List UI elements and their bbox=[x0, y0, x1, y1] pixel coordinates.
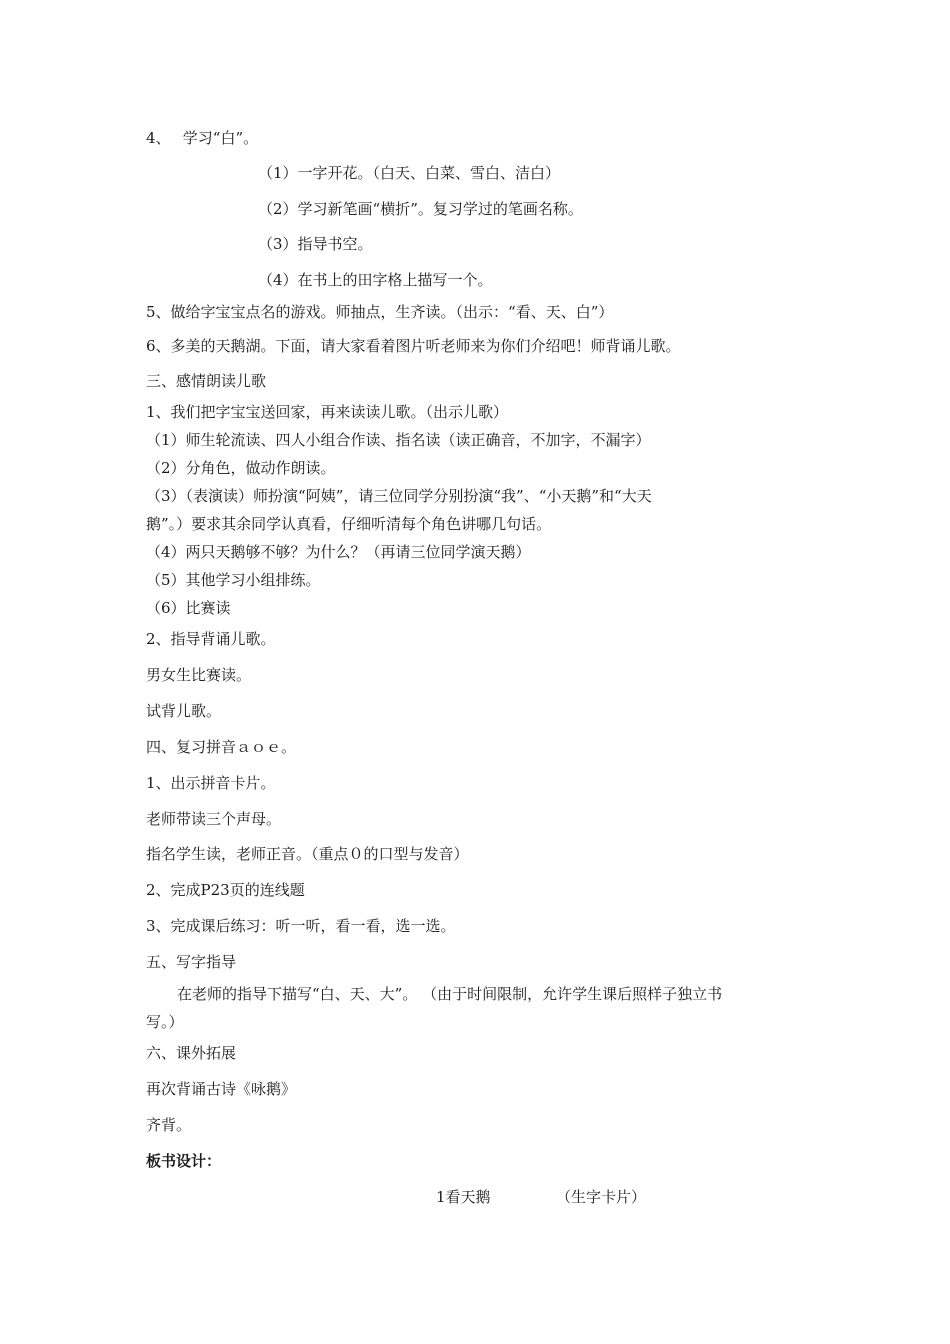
paragraph-step-4: 4、 学习“白”。 bbox=[146, 129, 259, 147]
paragraph-try-recite: 试背儿歌。 bbox=[146, 702, 222, 720]
paragraph-recite-poem: 再次背诵古诗《咏鹅》 bbox=[146, 1080, 297, 1098]
section-heading-5: 五、写字指导 bbox=[146, 953, 237, 971]
section-heading-6: 六、课外拓展 bbox=[146, 1044, 237, 1062]
paragraph-step-4-4: （4）在书上的田字格上描写一个。 bbox=[258, 271, 493, 289]
paragraph-3-1-1: （1）师生轮流读、四人小组合作读、指名读（读正确音，不加字，不漏字） bbox=[146, 431, 651, 449]
paragraph-student-reads: 指名学生读，老师正音。（重点０的口型与发音） bbox=[146, 845, 469, 863]
paragraph-4-3: 3、完成课后练习：听一听，看一看，选一选。 bbox=[146, 917, 456, 935]
paragraph-writing-cont: 写。） bbox=[146, 1013, 184, 1031]
paragraph-3-1-5: （5）其他学习小组排练。 bbox=[146, 571, 321, 589]
paragraph-step-4-3: （3）指导书空。 bbox=[258, 235, 373, 253]
board-title: 1看天鹅 bbox=[436, 1188, 491, 1206]
paragraph-boys-girls: 男女生比赛读。 bbox=[146, 666, 252, 684]
paragraph-recite-together: 齐背。 bbox=[146, 1116, 192, 1134]
section-heading-3: 三、感情朗读儿歌 bbox=[146, 372, 267, 390]
paragraph-step-4-2: （2）学习新笔画“横折”。复习学过的笔画名称。 bbox=[258, 200, 583, 218]
paragraph-writing: 在老师的指导下描写“白、天、大”。 （由于时间限制，允许学生课后照样子独立书 bbox=[177, 985, 723, 1003]
paragraph-step-6: 6、多美的天鹅湖。下面，请大家看着图片听老师来为你们介绍吧！师背诵儿歌。 bbox=[146, 337, 681, 355]
section-heading-4: 四、复习拼音ａｏｅ。 bbox=[146, 738, 297, 756]
paragraph-3-1-2: （2）分角色，做动作朗读。 bbox=[146, 459, 336, 477]
section-heading-board-design: 板书设计： bbox=[146, 1152, 222, 1170]
paragraph-3-1: 1、我们把字宝宝送回家，再来读读儿歌。（出示儿歌） bbox=[146, 403, 509, 421]
paragraph-3-1-4: （4）两只天鹅够不够？为什么？（再请三位同学演天鹅） bbox=[146, 543, 531, 561]
paragraph-4-1: 1、出示拼音卡片。 bbox=[146, 774, 276, 792]
paragraph-step-5: 5、做给字宝宝点名的游戏。师抽点，生齐读。（出示：“看、天、白”） bbox=[146, 303, 614, 321]
paragraph-3-1-3-cont: 鹅”。）要求其余同学认真看，仔细听清每个角色讲哪几句话。 bbox=[146, 515, 552, 533]
paragraph-3-1-6: （6）比赛读 bbox=[146, 599, 231, 617]
board-note: （生字卡片） bbox=[556, 1188, 647, 1206]
paragraph-step-4-1: （1）一字开花。（白天、白菜、雪白、洁白） bbox=[258, 164, 561, 182]
paragraph-3-2: 2、指导背诵儿歌。 bbox=[146, 630, 276, 648]
paragraph-4-2: 2、完成P23页的连线题 bbox=[146, 881, 305, 899]
paragraph-3-1-3: （3）（表演读）师扮演“阿姨”，请三位同学分别扮演“我”、“小天鹅”和“大天 bbox=[146, 487, 652, 505]
paragraph-teacher-reads: 老师带读三个声母。 bbox=[146, 810, 282, 828]
